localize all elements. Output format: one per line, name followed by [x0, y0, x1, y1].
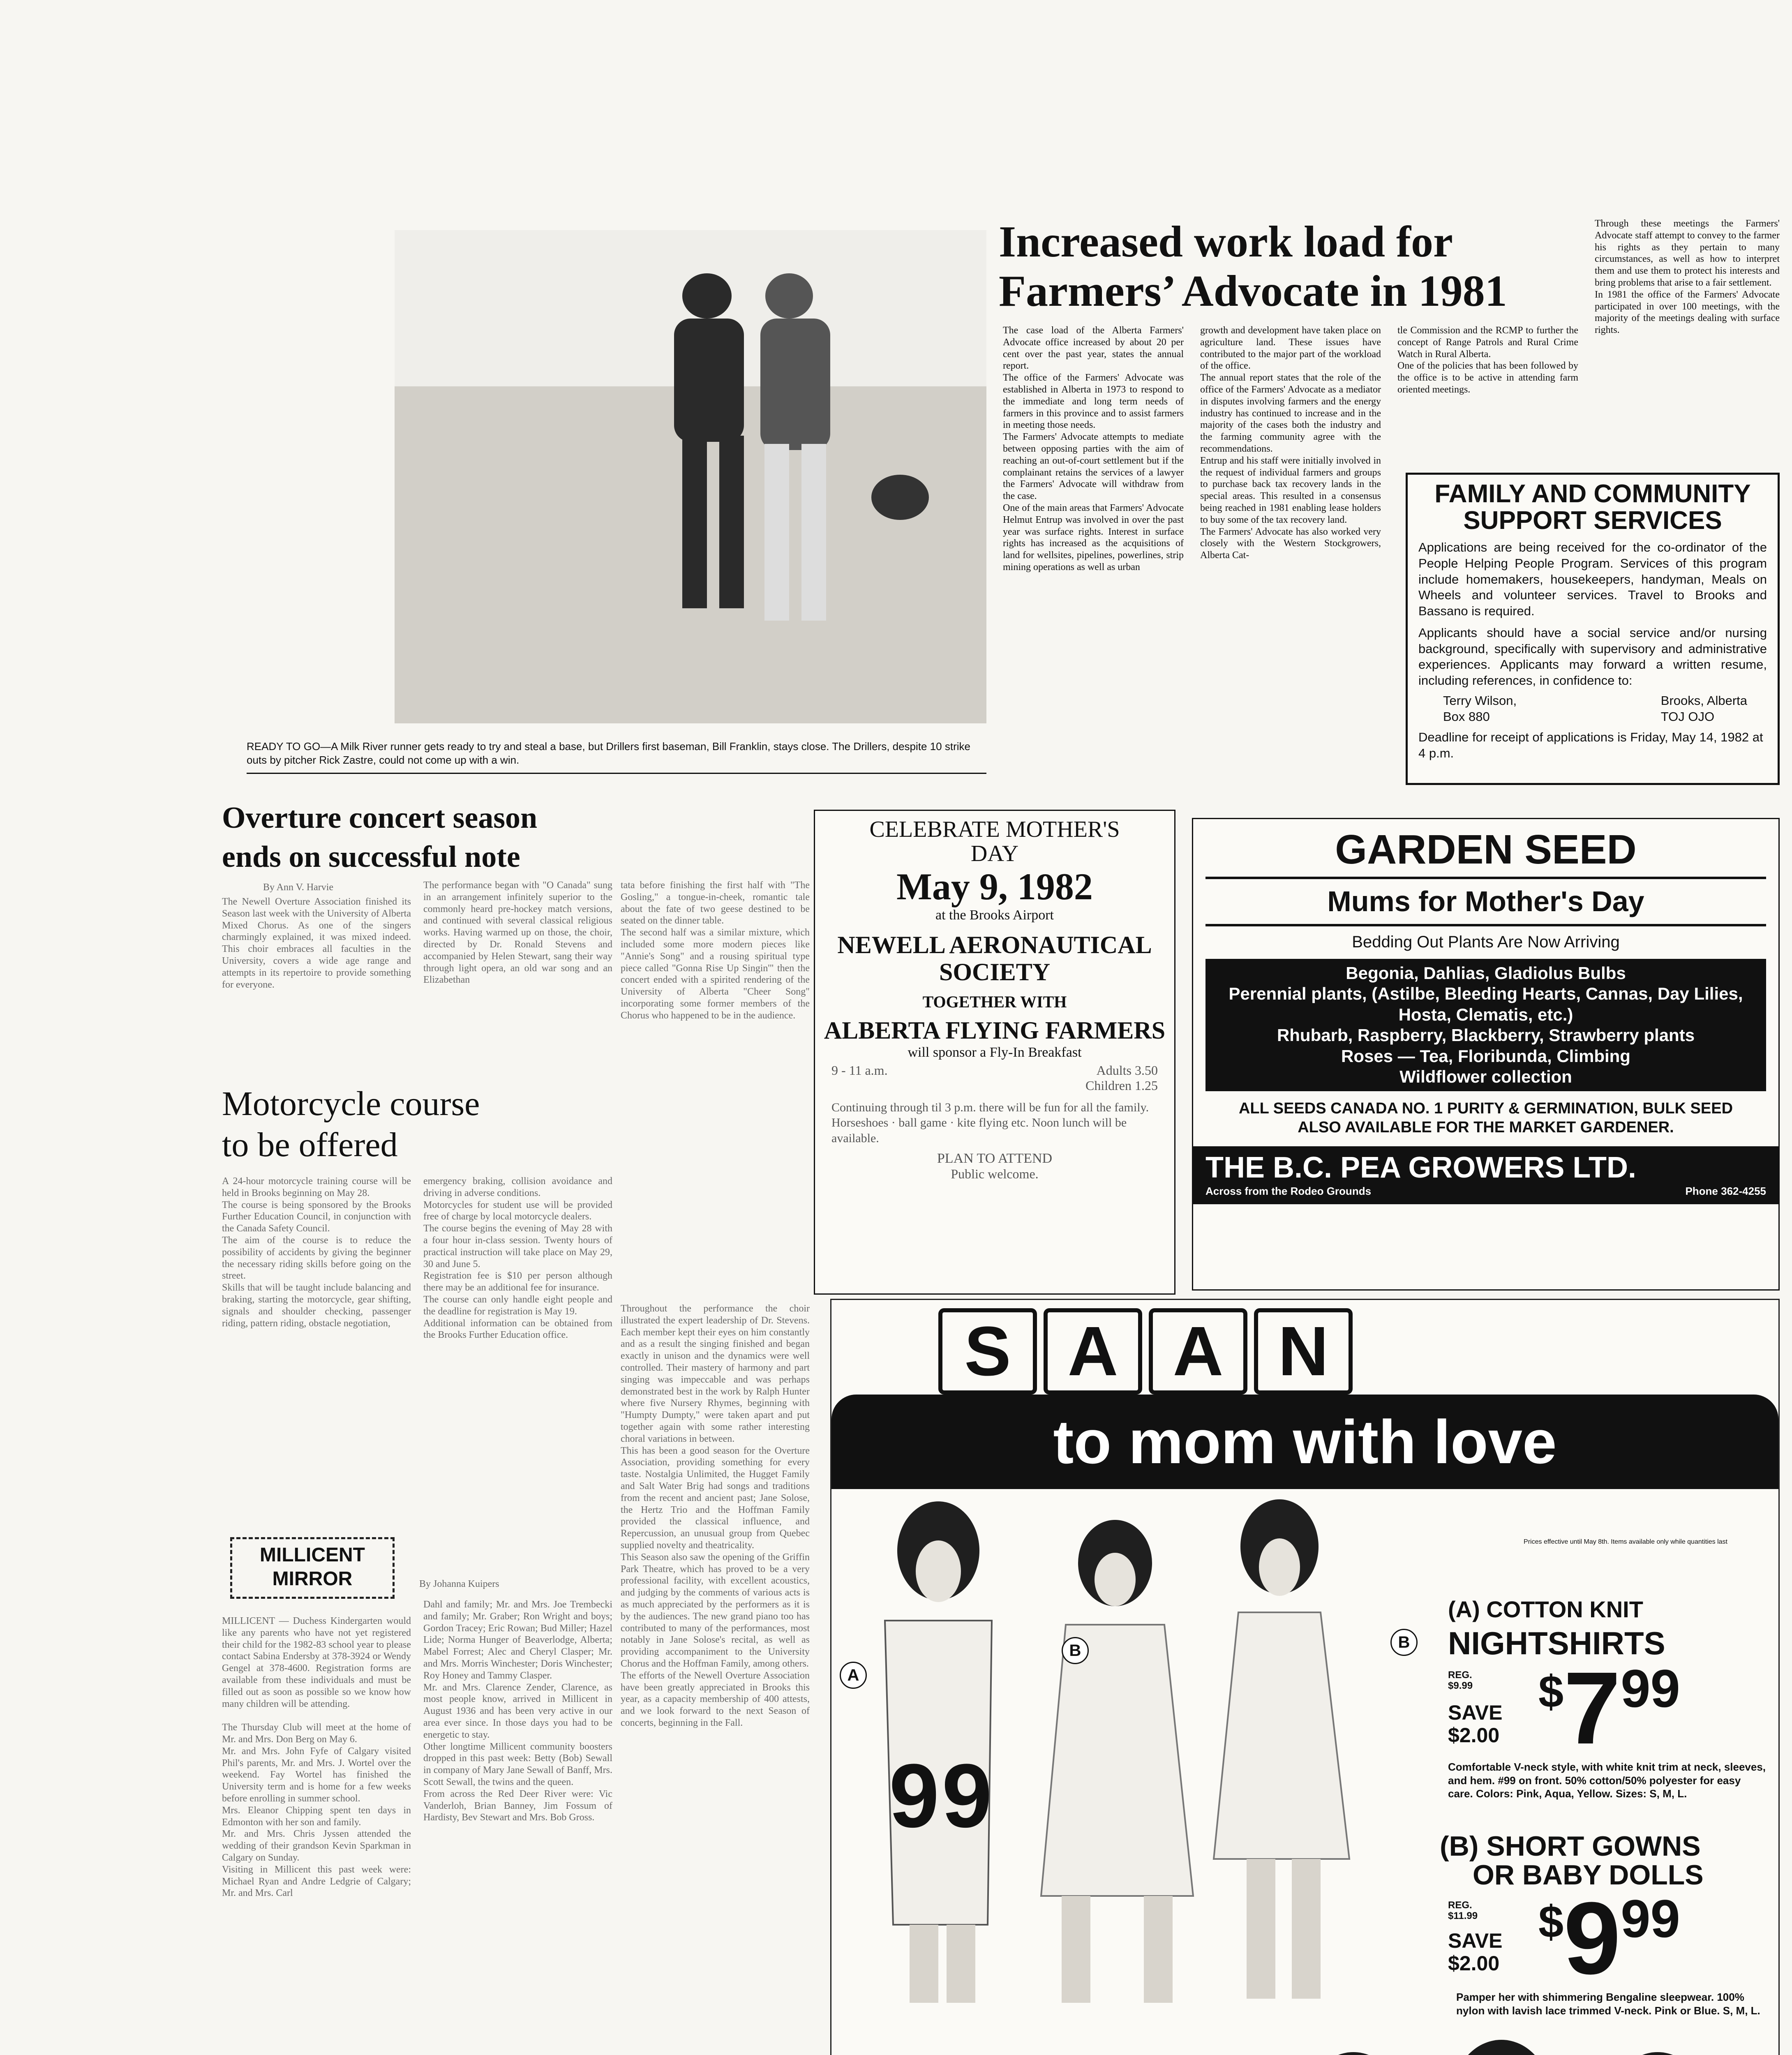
millicent-mirror-logo: [230, 1537, 395, 1599]
nightshirt-reg: REG. $9.99: [1448, 1669, 1473, 1692]
nightshirt-desc: Comfortable V-neck style, with white knit trim at neck, sleeves, and hem. #99 on front. 50% cotton/50% polyester for easy care. Colors: Pink, Aqua, Yellow. Sizes: S, M, L.: [1448, 1761, 1766, 1800]
motorcycle-headline-line1: Motorcycle course: [222, 1085, 480, 1123]
nightshirt-price-cents: 99: [1621, 1658, 1680, 1718]
garden-location: Across from the Rodeo Grounds: [1205, 1185, 1372, 1197]
millicent-col2: Dahl and family; Mr. and Mrs. Joe Trembecki and family; Mr. Graber; Ron Wright and boys; Gordon Tracey; Eric Rowan; Bud Miller; Hazel Lide; Norma Hunger of Beaverlodge, Alberta; Mabel Forrest; Alec and Cheryl Clasper; Mr. and Mrs. Morris Winchester; Doris Winchester; Roy Honey and Tammy Clasper. Mr. and Mrs. Clarence Zender, Clarence, as most people know, arrived in Millicent in August 1936 and has been very active in our area ever since. In those days you had to be energetic to stay. Other longtime Millicent community boosters dropped in this past week: Betty (Bob) Sewall in company of Mary Jane Sewall of Banff, Mrs. Scott Sewall, the twins and the queen. From across the Red Deer River were: Vic Vanderloh, Brian Banney, Jim Fossum of Hardisty, Bev Stewart and Mrs. Bob Gross.: [423, 1599, 612, 1823]
garden-subtitle: Mums for Mother's Day: [1327, 885, 1644, 917]
gowns-desc: Pamper her with shimmering Bengaline sleepwear. 100% nylon with lavish lace trimmed V-neck. Pink or Blue. S, M, L.: [1456, 1991, 1760, 2017]
motorcycle-col2: emergency braking, collision avoidance and driving in adverse conditions. Motorcycles for student use will be provided free of charge by local motorcycle dealers. The course begins the evening of May 28 with a four hour in-class session. Twenty hours of practical instruction will take place on May 29, 30 and June 5. Registration fee is $10 per person although there may be an additional fee for insurance. The course can only handle eight people and the deadline for registration is May 19. Additional information can be obtained from the Brooks Further Education office.: [423, 1176, 612, 1341]
saan-letter-s: S: [938, 1308, 1037, 1395]
contact-city: Brooks, Alberta: [1660, 693, 1747, 708]
millicent-title2: MIRROR: [272, 1568, 353, 1590]
overture-headline-line1: Overture concert season: [222, 801, 538, 835]
garden-tagline: Bedding Out Plants Are Now Arriving: [1352, 933, 1620, 951]
gowns-price: $ 9 99: [1538, 1881, 1680, 1995]
public-welcome: Public welcome.: [951, 1166, 1039, 1182]
nightshirt-price: $ 7 99: [1538, 1651, 1680, 1765]
garden-item-3: Rhubarb, Raspberry, Blackberry, Strawberry plants: [1277, 1025, 1695, 1045]
nightshirt-title2: NIGHTSHIRTS: [1448, 1625, 1665, 1661]
millicent-col1: MILLICENT — Duchess Kindergarten would like any parents who have not yet registered their child for the 1982-83 school year to please contact Sabina Endersby at 378-3924 or Wendy Gengel at 378-4600. Registration forms are available from these individuals and must be filled out as soon as possible so we know how many children will be attending. The Thursday Club will meet at the home of Mr. and Mrs. Don Berg on May 6. Mr. and Mrs. John Fyfe of Calgary visited Phil's parents, Mr. and Mrs. J. Wortel over the weekend. Fay Wortel has finished the University term and is home for a few weeks before enrolling in summer school. Mrs. Eleanor Chipping spent ten days in Edmonton with her son and family. Mr. and Mrs. Chris Jyssen attended the wedding of their grandson Kevin Sparkman in Calgary on Sunday. Visiting in Millicent this past week were: Michael Ryan and Andre Ledgrie of Calgary; Mr. and Mrs. Carl: [222, 1616, 411, 1899]
nightshirt-price-main: 7: [1563, 1651, 1621, 1765]
mothers-day-line2: DAY: [970, 840, 1019, 866]
nightshirt-save-label: SAVE: [1448, 1701, 1503, 1724]
garden-items-box: [1205, 959, 1766, 1091]
photo-caption: READY TO GO—A Milk River runner gets ready to try and steal a base, but Drillers first baseman, Bill Franklin, stays close. The Drillers, despite 10 strike outs by pitcher Rick Zastre, could not come up with a win.: [247, 740, 970, 766]
family-services-box: [1406, 473, 1780, 785]
nightshirt-title1: (A) COTTON KNIT: [1448, 1596, 1643, 1622]
overture-col3-top: tata before finishing the first half with "The Gosling," a tongue-in-cheek, romantic tale about the fate of two geese destined to be seated on the dinner table. The second half was a similar mixture, which included some more modern pieces like "Annie's Song" and a rousing spiritual type piece called "Gonna Rise Up Singin'" then the concert ended with a spirited rendering of the University of Alberta "Cheer Song" incorporating some former members of the Chorus who happened to be in the audience.: [621, 880, 810, 1021]
contact-name: Terry Wilson,: [1443, 693, 1517, 708]
garden-item-2: Perennial plants, (Astilbe, Bleeding Hearts, Cannas, Day Lilies, Hosta, Clematis, etc.): [1229, 984, 1743, 1024]
baseball-photo: [395, 230, 986, 723]
contact-postal: TOJ OJO: [1660, 709, 1715, 724]
shirt-number: 99: [889, 1745, 995, 1846]
farmers-headline-line1: Increased work load for: [999, 217, 1453, 266]
garden-item-5: Wildflower collection: [1399, 1067, 1572, 1086]
society-line2: SOCIETY: [939, 958, 1051, 986]
price-children: Children 1.25: [1085, 1078, 1158, 1093]
garden-rule: [1205, 877, 1766, 879]
garden-rule-2: [1205, 924, 1766, 926]
farmers-headline-line2: Farmers’ Advocate in 1981: [999, 267, 1507, 316]
mothers-day-continuing: Continuing through til 3 p.m. there will be fun for all the family. Horseshoes · ball game · kite flying etc. Noon lunch will be available.: [831, 1100, 1149, 1145]
overture-headline-line2: ends on successful note: [222, 840, 520, 874]
family-services-title2: SUPPORT SERVICES: [1463, 506, 1722, 535]
fly-in-breakfast: will sponsor a Fly-In Breakfast: [908, 1044, 1082, 1060]
mothers-day-place: at the Brooks Airport: [935, 907, 1054, 923]
millicent-byline: By Johanna Kuipers: [419, 1579, 499, 1589]
garden-company: THE B.C. PEA GROWERS LTD.: [1205, 1151, 1637, 1184]
society-line1: NEWELL AERONAUTICAL: [837, 931, 1152, 958]
garden-seed-ad: [1192, 818, 1780, 1291]
together-with: TOGETHER WITH: [922, 992, 1067, 1011]
garden-item-4: Roses — Tea, Floribunda, Climbing: [1341, 1046, 1630, 1066]
price-adults: Adults 3.50: [1096, 1062, 1158, 1078]
saan-letter-a1: A: [1044, 1308, 1142, 1395]
motorcycle-headline-line2: to be offered: [222, 1126, 398, 1164]
family-services-para1: Applications are being received for the co-ordinator of the People Helping People Program. Services of this program include homemakers, housekeepers, handyman, Meals on Wheels and volunteer services. Travel to Brooks and Bassano is required.: [1418, 540, 1767, 619]
label-b1: B: [1062, 1637, 1089, 1664]
prices-note: Prices effective until May 8th. Items available only while quantities last: [1524, 1538, 1727, 1545]
breakfast-time: 9 - 11 a.m.: [831, 1062, 888, 1078]
mothers-day-date: May 9, 1982: [896, 865, 1093, 907]
farmers-article-col4: Through these meetings the Farmers' Advocate staff attempt to convey to the farmer his rights as they pertain to many circumstances, as well as how to interpret them and use them to protect his interests and bring problems that arise to a fair settlement. In 1981 the office of the Farmers' Advocate participated in over 100 meetings, with the majority of the meetings dealing with surface rights.: [1595, 218, 1780, 336]
millicent-title1: MILLICENT: [260, 1544, 365, 1566]
baseball-players-illustration: [395, 230, 986, 723]
nightshirt-save: $2.00: [1448, 1724, 1500, 1747]
motorcycle-col1: A 24-hour motorcycle training course will be held in Brooks beginning on May 28. The course is being sponsored by the Brooks Further Education Council, in conjunction with the Canada Safety Council. The aim of the course is to reduce the possibility of accidents by giving the beginner the necessary riding skills before going on the street. Skills that will be taught include balancing and braking, starting the motorcycle, gear shifting, signals and shoulder checking, passenger riding, pattern riding, obstacle negotiation,: [222, 1176, 411, 1329]
garden-item-1: Begonia, Dahlias, Gladiolus Bulbs: [1346, 963, 1626, 983]
blouse-models-illustration: [1263, 2048, 1769, 2055]
garden-company-band: [1193, 1146, 1778, 1204]
saan-letter-n: N: [1254, 1308, 1353, 1395]
gowns-price-main: 9: [1563, 1881, 1621, 1995]
caption-rule: [247, 773, 986, 774]
saan-ad: [830, 1299, 1780, 2055]
mothers-day-ad: [814, 810, 1175, 1295]
garden-title: GARDEN SEED: [1335, 827, 1637, 873]
label-b2: B: [1390, 1629, 1418, 1656]
gowns-price-cents: 99: [1621, 1889, 1680, 1949]
family-services-title1: FAMILY AND COMMUNITY: [1434, 480, 1751, 508]
gowns-save: $2.00: [1448, 1952, 1500, 1975]
saan-banner: [831, 1395, 1778, 1489]
mothers-day-line1: CELEBRATE MOTHER'S: [869, 817, 1120, 842]
gowns-title2: OR BABY DOLLS: [1473, 1859, 1704, 1891]
overture-col3-bottom: Throughout the performance the choir illustrated the expert leadership of Dr. Stevens. Each member kept their eyes on him constantly and as a result the singing finished and began exactly in unison and the dynamics were well controlled. Their mastery of harmony and part singing was impeccable and was perhaps demonstrated best in the work by Ralph Hunter where five Nursery Rhymes, beginning with "Humpty Dumpty," were taken apart and put together again with some rather interesting choral variations in between. This has been a good season for the Overture Association, providing something for every taste. Nostalgia Unlimited, the Hugget Family and Salt Water Brig had songs and traditions from the recent and ancient past; Jane Solose, the Hertz Trio and the Hoffman Family provided the classical influence, and Repercussion, an unusual group from Quebec supplied novelty and theatricality. This Season also saw the opening of the Griffin Park Theatre, which has proved to be a very professional facility, with excellent acoustics, and judging by the comments of various acts is as much appreciated by the performers as it is by the audiences. The new grand piano too has contributed to many of the performances, most notably in Jane Solose's recital, as well as providing accompaniment to the University Chorus and the Hoffman Family, among others. The efforts of the Newell Overture Association have been greatly appreciated in Brooks this year, as a capacity membership of 400 attests, and we look forward to the next Season of concerts, beginning in the Fall.: [621, 1303, 810, 1728]
overture-byline: By Ann V. Harvie: [263, 882, 334, 893]
farmers-article-col1: The case load of the Alberta Farmers' Advocate office increased by about 20 per cent over the past year, states the annual report. The office of the Farmers' Advocate was established in Alberta in 1973 to respond to the immediate and long term needs of farmers in this province and to assist farmers in meeting those needs. The Farmers' Advocate attempts to mediate between opposing parties with the aim of reaching an out-of-court settlement but if the complainant retains the services of a lawyer the Farmers' Advocate will withdraw from the case. One of the main areas that Farmers' Advocate Helmut Entrup was involved in over the past year was surface rights. Interest in surface rights has increased as the acquisitions of land for wellsites, pipelines, powerlines, strip mining operations as well as urban: [1003, 325, 1184, 573]
overture-col1: The Newell Overture Association finished its Season last week with the University of Alberta Mixed Chorus. As one of the singers charmingly explained, it was mixed indeed. This choir embraces all faculties in the University, covers a wide age range and attempts in its repertoire to provide something for everyone.: [222, 896, 413, 990]
overture-col2: The performance began with "O Canada" sung in an arrangement infinitely superior to the commonly heard pre-hockey match versions, and continued with several classical religious works. Having warmed up on those, the choir, directed by Dr. Ronald Stevens and accompanied by Helen Stewart, sang their way through light opera, an old war song and an Elizabethan: [423, 880, 615, 986]
gowns-save-label: SAVE: [1448, 1929, 1503, 1952]
label-a: A: [840, 1662, 867, 1689]
family-services-para2: Applicants should have a social service and/or nursing background, specifically with supervisory and administrative experiences. Applicants may forward a written resume, including references, in confidence to:: [1418, 625, 1767, 688]
family-services-deadline: Deadline for receipt of applications is Friday, May 14, 1982 at 4 p.m.: [1418, 730, 1763, 761]
saan-banner-text: to mom with love: [1053, 1407, 1557, 1476]
garden-notice: ALL SEEDS CANADA NO. 1 PURITY & GERMINATION, BULK SEED ALSO AVAILABLE FOR THE MARKET GARDENER.: [1238, 1100, 1733, 1136]
garden-phone: Phone 362-4255: [1685, 1185, 1766, 1197]
plan-to-attend: PLAN TO ATTEND: [937, 1151, 1053, 1166]
flying-farmers: ALBERTA FLYING FARMERS: [824, 1016, 1166, 1044]
farmers-article-col3: tle Commission and the RCMP to further the concept of Range Patrols and Rural Crime Watch in Rural Alberta. One of the policies that has been followed by the office is to be active in attending farm oriented meetings.: [1397, 325, 1578, 395]
saan-logo: [938, 1308, 1353, 1395]
farmers-article-col2: growth and development have taken place on agriculture land. These issues have contributed to the major part of the workload of the office. The annual report states that the role of the office of the Farmers' Advocate as a mediator in disputes involving farmers and the energy industry has continued to increase and in the majority of the cases both the industry and the farming community agree with the recommendations. Entrup and his staff were initially involved in the request of individual farmers and groups to purchase back tax recovery lands in the special areas. This resulted in a consensus being reached in 1981 enabling lease holders to buy some of the tax recovery land. The Farmers' Advocate has also worked very closely with the Western Stockgrowers, Alberta Cat-: [1200, 325, 1381, 561]
gowns-reg: REG. $11.99: [1448, 1900, 1478, 1922]
saan-letter-a2: A: [1149, 1308, 1247, 1395]
gowns-title1: (B) SHORT GOWNS: [1440, 1831, 1701, 1862]
contact-box: Box 880: [1443, 709, 1490, 724]
